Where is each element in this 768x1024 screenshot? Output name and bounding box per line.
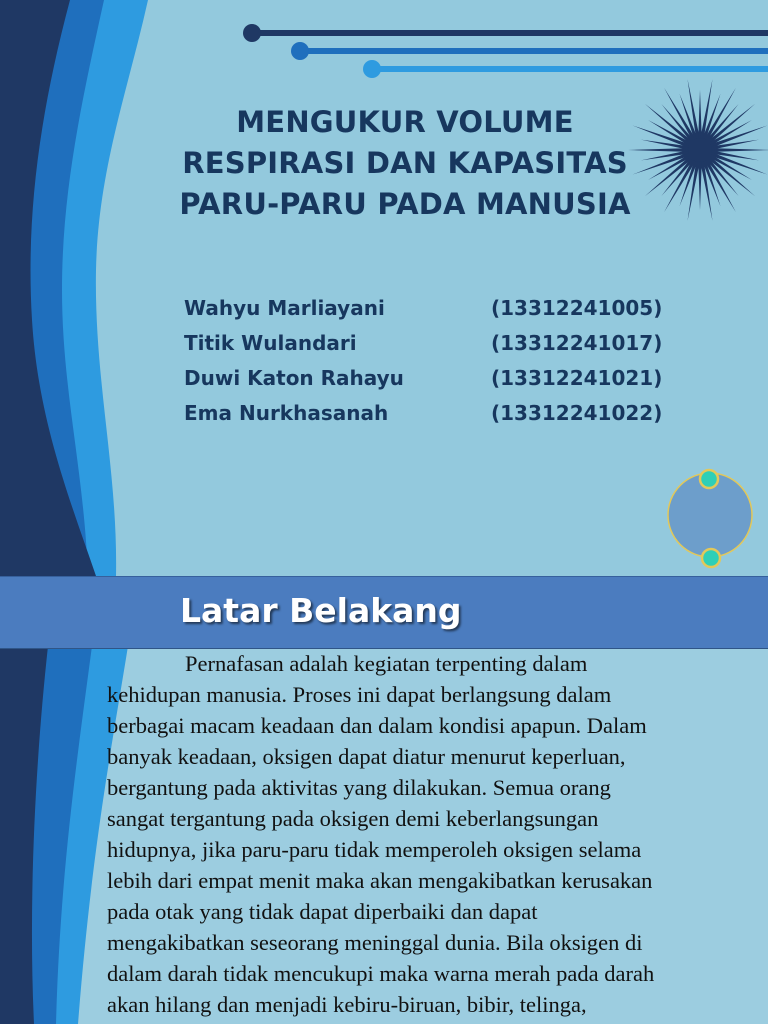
title-line: RESPIRASI DAN KAPASITAS bbox=[182, 146, 628, 180]
paragraph-line: pada otak yang tidak dapat diperbaiki dan dapat bbox=[107, 899, 538, 924]
member-id: (13312241021) bbox=[491, 366, 663, 390]
member-row bbox=[184, 331, 684, 366]
paragraph-line: akan hilang dan menjadi kebiru-biruan, bibir, telinga, bbox=[107, 992, 587, 1017]
member-row bbox=[184, 366, 684, 401]
ring-dot-top bbox=[700, 470, 718, 488]
paragraph-line: berbagai macam keadaan dan dalam kondisi apapun. Dalam bbox=[107, 713, 647, 738]
paragraph-line: sangat tergantung pada oksigen demi keberlangsungan bbox=[107, 806, 599, 831]
title-line: MENGUKUR VOLUME bbox=[236, 105, 574, 139]
member-name: Ema Nurkhasanah bbox=[184, 401, 389, 425]
member-name: Duwi Katon Rahayu bbox=[184, 366, 404, 390]
member-row bbox=[184, 296, 684, 331]
paragraph-text: Pernafasan adalah kegiatan terpenting dalam bbox=[185, 651, 588, 676]
ring-dot-bottom bbox=[702, 549, 720, 567]
title-line: PARU-PARU PADA MANUSIA bbox=[179, 187, 631, 221]
deco-dot-1 bbox=[243, 24, 261, 42]
member-list bbox=[184, 296, 684, 436]
paragraph-line: bergantung pada aktivitas yang dilakukan. Semua orang bbox=[107, 775, 611, 800]
paragraph-line: mengakibatkan seseorang meninggal dunia. Bila oksigen di bbox=[107, 930, 643, 955]
section-header-bar bbox=[0, 576, 768, 649]
section-heading: Latar Belakang bbox=[180, 591, 462, 630]
member-id: (13312241022) bbox=[491, 401, 663, 425]
member-id: (13312241005) bbox=[491, 296, 663, 320]
slide-title bbox=[130, 102, 680, 225]
paragraph-line: dalam darah tidak mencukupi maka warna merah pada darah bbox=[107, 961, 655, 986]
content-slide bbox=[0, 576, 768, 1024]
paragraph-line bbox=[107, 648, 747, 679]
member-name: Wahyu Marliayani bbox=[184, 296, 385, 320]
deco-dot-2 bbox=[291, 42, 309, 60]
paragraph-line: banyak keadaan, oksigen dapat diatur menurut keperluan, bbox=[107, 744, 626, 769]
member-row bbox=[184, 401, 684, 436]
member-id: (13312241017) bbox=[491, 331, 663, 355]
member-name: Titik Wulandari bbox=[184, 331, 357, 355]
starburst-center bbox=[688, 138, 712, 162]
paragraph bbox=[107, 648, 747, 1020]
deco-dot-3 bbox=[363, 60, 381, 78]
paragraph-line: kehidupan manusia. Proses ini dapat berlangsung dalam bbox=[107, 682, 612, 707]
paragraph-line: lebih dari empat menit maka akan mengakibatkan kerusakan bbox=[107, 868, 653, 893]
paragraph-line: hidupnya, jika paru-paru tidak memperoleh oksigen selama bbox=[107, 837, 642, 862]
